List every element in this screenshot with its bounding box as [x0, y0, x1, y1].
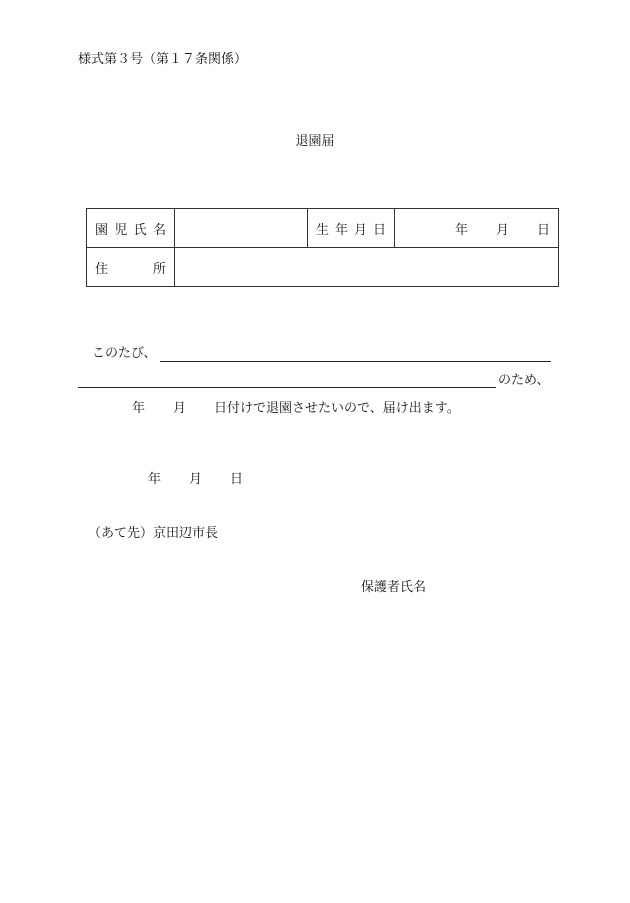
- form-number: 様式第３号（第１７条関係）: [78, 52, 248, 67]
- table-row-address: [87, 248, 559, 287]
- child-name-label-char: 氏: [133, 222, 147, 238]
- child-name-field[interactable]: [175, 209, 308, 248]
- guardian-name-label: 保護者氏名: [361, 580, 427, 595]
- birthdate-label-cell: [308, 209, 395, 248]
- birthdate-day-label: 日: [536, 222, 550, 238]
- reason-suffix: のため、: [498, 373, 550, 388]
- child-name-label-char: 園: [95, 222, 109, 238]
- table-row-child: [87, 209, 559, 248]
- submission-date: [148, 472, 243, 488]
- child-name-label-char: 児: [114, 222, 128, 238]
- birthdate-field[interactable]: [395, 209, 559, 248]
- birthdate-label-char: 月: [353, 222, 367, 238]
- address-label-char: 所: [152, 261, 166, 277]
- submission-day-label: 日: [230, 472, 244, 487]
- child-name-label-cell: [87, 209, 175, 248]
- birthdate-label-char: 日: [372, 222, 386, 238]
- document-title: 退園届: [295, 134, 335, 149]
- addressee: （あて先）京田辺市長: [88, 526, 219, 541]
- submission-month-label: 月: [189, 472, 203, 487]
- withdrawal-year-label: 年: [132, 401, 146, 416]
- birthdate-month-label: 月: [495, 222, 509, 238]
- submission-year-label: 年: [148, 472, 162, 487]
- address-label-char: 住: [95, 261, 109, 277]
- withdrawal-date-line: [132, 401, 460, 417]
- birthdate-year-label: 年: [454, 222, 468, 238]
- birthdate-label-char: 生: [316, 222, 330, 238]
- reason-underline-1[interactable]: [160, 361, 551, 362]
- withdrawal-line-prefix: このたび、: [92, 346, 157, 361]
- reason-underline-2[interactable]: [78, 387, 496, 388]
- address-field[interactable]: [175, 248, 559, 287]
- birthdate-label-char: 年: [334, 222, 348, 238]
- info-table: [86, 208, 559, 287]
- child-name-label-char: 名: [152, 222, 166, 238]
- withdrawal-sentence: 日付けで退園させたいので、届け出ます。: [214, 401, 460, 416]
- address-label-cell: [87, 248, 175, 287]
- withdrawal-month-label: 月: [173, 401, 187, 416]
